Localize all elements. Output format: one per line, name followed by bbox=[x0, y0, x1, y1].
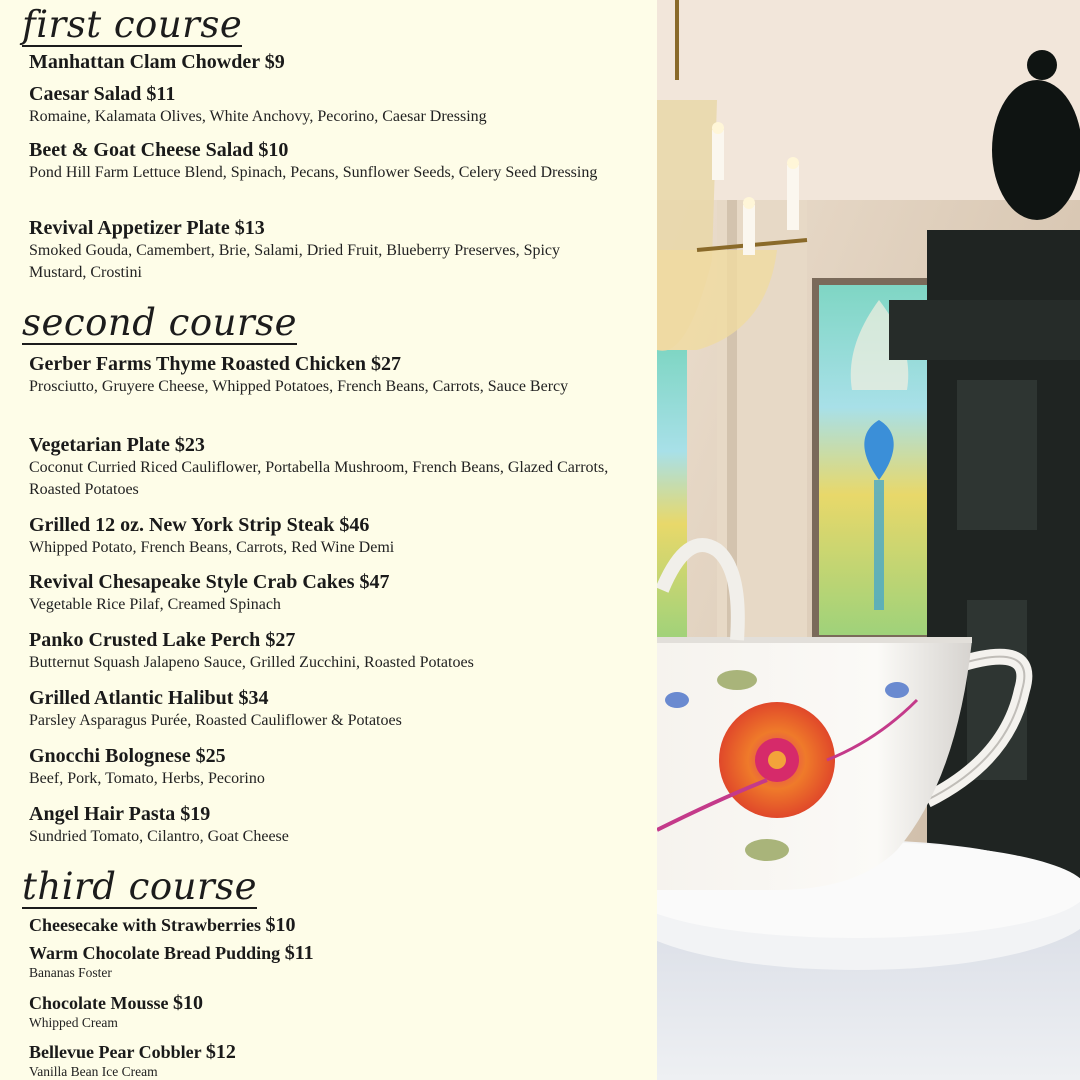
item-name: Gerber Farms Thyme Roasted Chicken $27 bbox=[29, 353, 402, 375]
item-name: Angel Hair Pasta $19 bbox=[29, 803, 211, 825]
menu-item-caesar-salad bbox=[29, 82, 614, 128]
menu-item-chocolate-mousse bbox=[29, 992, 614, 1032]
item-name: Manhattan Clam Chowder $9 bbox=[29, 51, 285, 73]
item-name: Grilled 12 oz. New York Strip Steak $46 bbox=[29, 514, 370, 536]
item-description: Pond Hill Farm Lettuce Blend, Spinach, Pecans, Sunflower Seeds, Celery Seed Dressing bbox=[29, 164, 598, 181]
item-description: Beef, Pork, Tomato, Herbs, Pecorino bbox=[29, 770, 265, 787]
item-name: Bellevue Pear Cobbler $12 bbox=[29, 1041, 236, 1063]
section-title-first-course: first course bbox=[22, 3, 243, 46]
item-description: Vegetable Rice Pilaf, Creamed Spinach bbox=[29, 596, 281, 613]
item-name: Caesar Salad $11 bbox=[29, 83, 176, 105]
menu-item-beet-goat-cheese-salad bbox=[29, 138, 614, 184]
item-name: Chocolate Mousse $10 bbox=[29, 992, 203, 1014]
item-name: Revival Chesapeake Style Crab Cakes $47 bbox=[29, 571, 390, 593]
item-name: Grilled Atlantic Halibut $34 bbox=[29, 687, 269, 709]
photo-teacup-scene bbox=[657, 0, 1080, 1080]
section-title-third-course: third course bbox=[22, 865, 258, 908]
item-name: Warm Chocolate Bread Pudding $11 bbox=[29, 942, 314, 964]
menu-item-vegetarian-plate bbox=[29, 433, 614, 501]
item-description: Romaine, Kalamata Olives, White Anchovy, Pecorino, Caesar Dressing bbox=[29, 108, 487, 125]
item-name: Panko Crusted Lake Perch $27 bbox=[29, 629, 296, 651]
item-description: Sundried Tomato, Cilantro, Goat Cheese bbox=[29, 828, 289, 845]
menu-item-manhattan-clam-chowder bbox=[29, 50, 614, 74]
item-name: Beet & Goat Cheese Salad $10 bbox=[29, 139, 289, 161]
menu-item-revival-appetizer-plate bbox=[29, 216, 614, 284]
item-description: Smoked Gouda, Camembert, Brie, Salami, Dried Fruit, Blueberry Preserves, Spicy Mustard, Crostini bbox=[29, 242, 561, 281]
item-description: Vanilla Bean Ice Cream bbox=[29, 1064, 158, 1079]
menu-item-thyme-roasted-chicken bbox=[29, 352, 614, 398]
menu-item-cheesecake bbox=[29, 914, 614, 936]
menu-item-crab-cakes bbox=[29, 570, 614, 616]
item-name: Vegetarian Plate $23 bbox=[29, 434, 205, 456]
item-description: Whipped Potato, French Beans, Carrots, Red Wine Demi bbox=[29, 539, 395, 556]
menu-item-bread-pudding bbox=[29, 942, 614, 982]
teacup-scene-icon bbox=[657, 0, 1080, 1080]
menu-item-lake-perch bbox=[29, 628, 614, 674]
item-description: Parsley Asparagus Purée, Roasted Cauliflower & Potatoes bbox=[29, 712, 402, 729]
menu-item-angel-hair-pasta bbox=[29, 802, 614, 848]
menu-item-atlantic-halibut bbox=[29, 686, 614, 732]
item-name: Revival Appetizer Plate $13 bbox=[29, 217, 265, 239]
item-description: Bananas Foster bbox=[29, 965, 112, 980]
item-description: Prosciutto, Gruyere Cheese, Whipped Potatoes, French Beans, Carrots, Sauce Bercy bbox=[29, 378, 569, 395]
menu-item-gnocchi-bolognese bbox=[29, 744, 614, 790]
item-name: Cheesecake with Strawberries $10 bbox=[29, 914, 296, 936]
item-name: Gnocchi Bolognese $25 bbox=[29, 745, 226, 767]
menu-item-pear-cobbler bbox=[29, 1041, 614, 1080]
menu-item-ny-strip-steak bbox=[29, 513, 614, 559]
item-description: Whipped Cream bbox=[29, 1015, 118, 1030]
item-description: Coconut Curried Riced Cauliflower, Portabella Mushroom, French Beans, Glazed Carrots, Roasted Potatoes bbox=[29, 459, 609, 498]
item-description: Butternut Squash Jalapeno Sauce, Grilled Zucchini, Roasted Potatoes bbox=[29, 654, 474, 671]
section-title-second-course: second course bbox=[22, 301, 298, 344]
